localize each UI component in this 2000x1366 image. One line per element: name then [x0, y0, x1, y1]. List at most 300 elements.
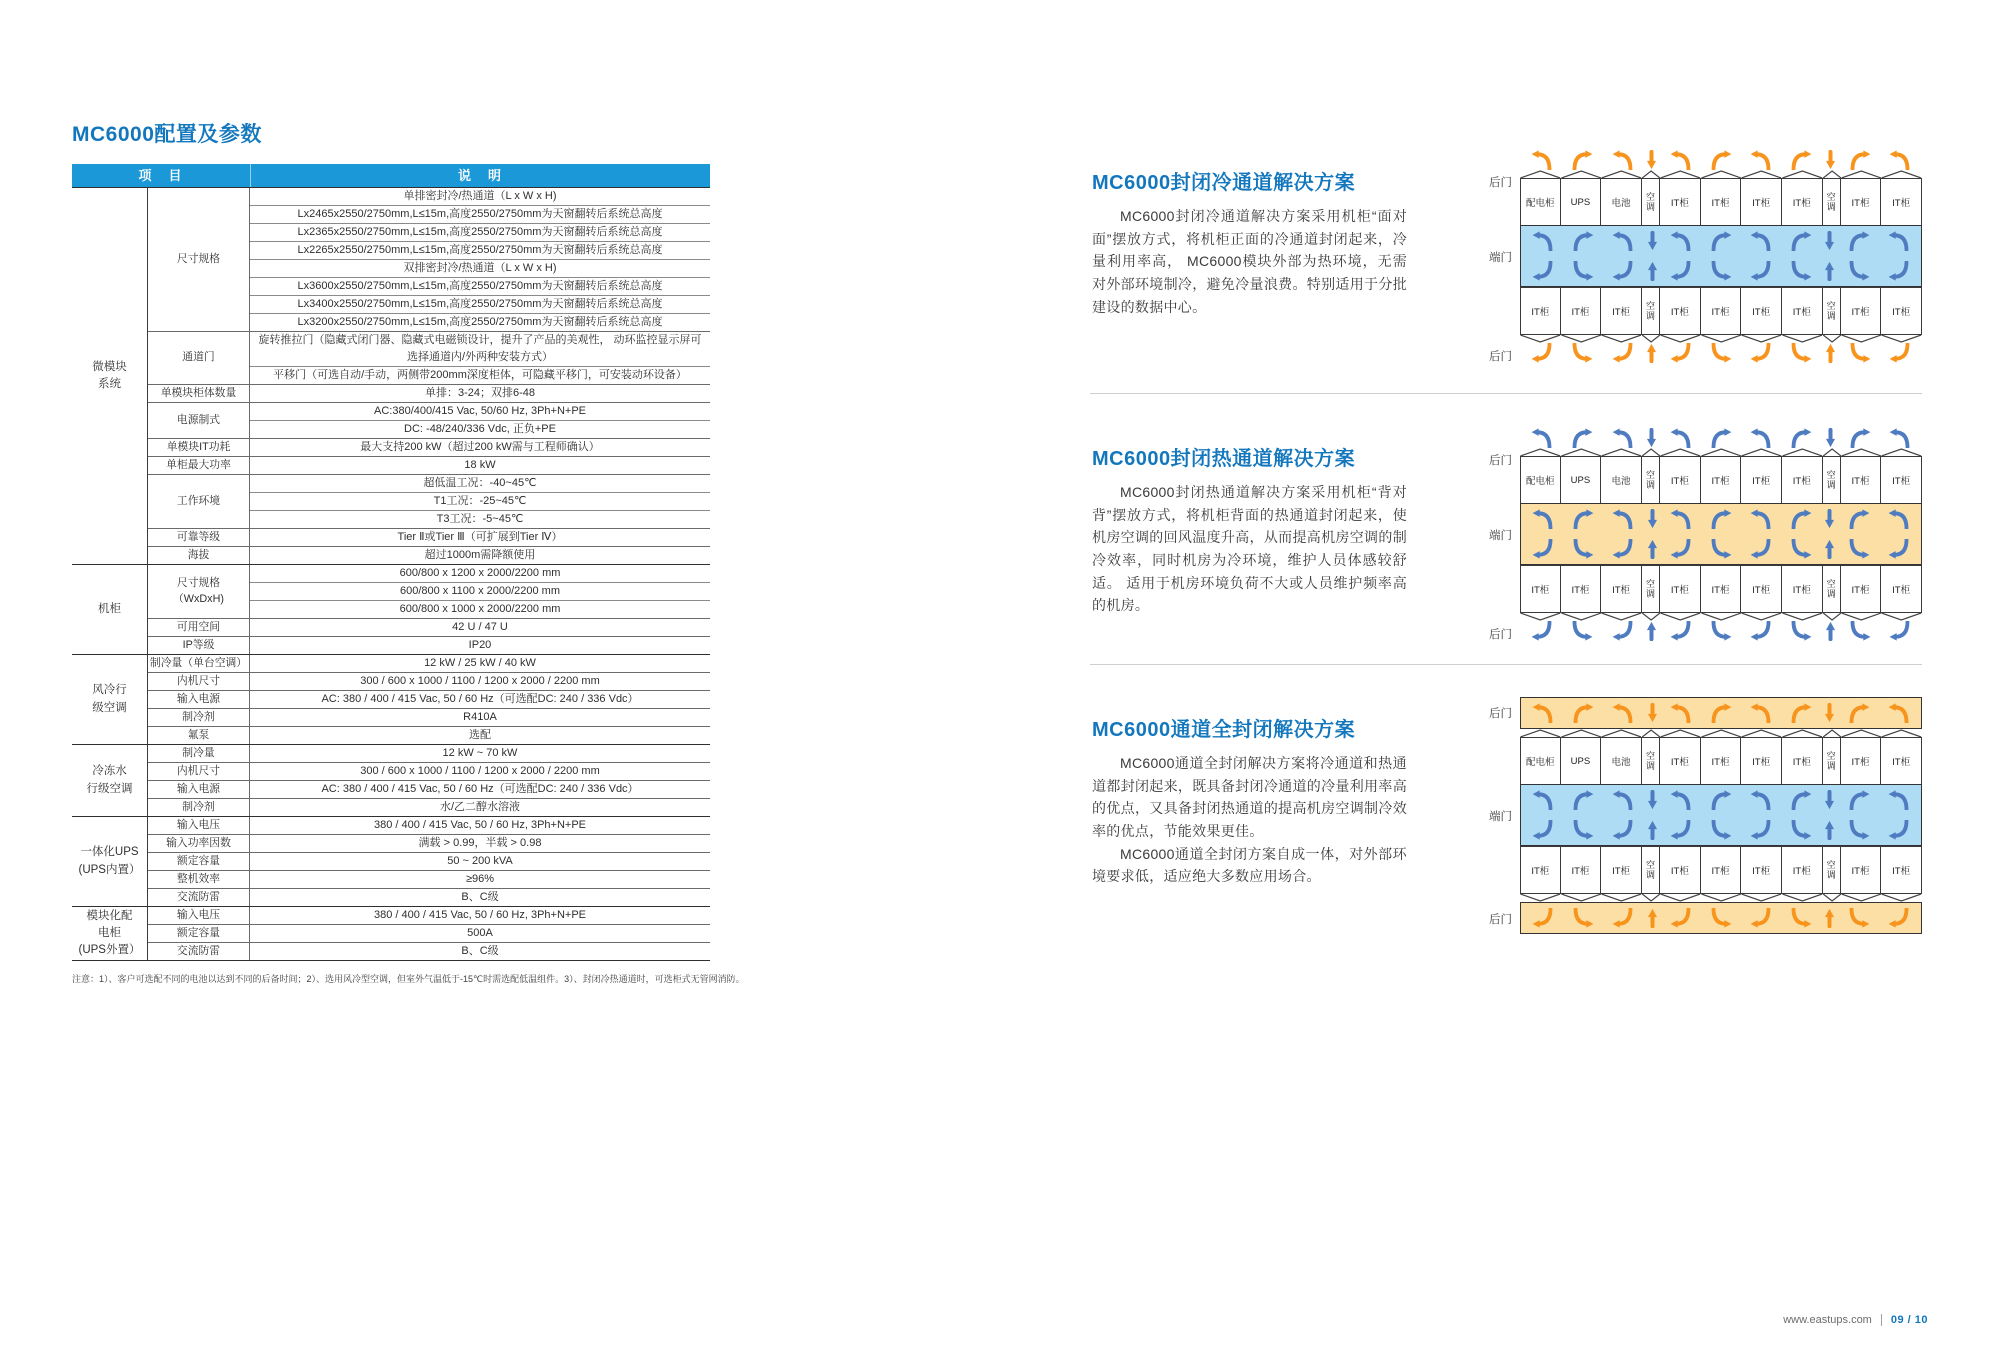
airflow-slot: [1603, 908, 1643, 928]
cabinet-label: 空调: [1825, 470, 1836, 490]
item-cell: 交流防雷: [148, 889, 250, 906]
airflow-curve-arrow-icon: [1848, 703, 1870, 723]
airflow-curve-arrow-icon: [1571, 343, 1593, 363]
airflow-slot: [1661, 621, 1701, 641]
airflow-curve-arrow-icon: [1790, 150, 1812, 170]
desc-line: T1工况：-25~45℃: [250, 492, 710, 510]
desc-cell: [250, 727, 710, 744]
cabinet-label: IT柜: [1892, 198, 1911, 209]
cabinet-roof: [1841, 613, 1882, 621]
section-text: [1092, 140, 1407, 318]
item-cell: 海拔: [148, 547, 250, 564]
airflow-slot: [1822, 428, 1840, 448]
airflow-curve-arrow-icon: [1532, 539, 1554, 559]
cabinet-label: IT柜: [1612, 585, 1631, 596]
airflow-curve-arrow-icon: [1531, 343, 1553, 363]
airflow-curve-arrow-icon: [1531, 150, 1553, 170]
cabinet-ac: [1823, 565, 1841, 621]
cabinet-roof: [1642, 448, 1660, 456]
cabinet-it: [1881, 287, 1922, 343]
airflow-curve-arrow-icon: [1889, 150, 1911, 170]
cabinet-box: [1840, 287, 1882, 335]
airflow-slot: [1821, 261, 1839, 281]
airflow-curve-arrow-icon: [1572, 703, 1594, 723]
cabinet-box: [1600, 178, 1642, 226]
cabinet-label: UPS: [1570, 196, 1591, 208]
cabinet-label: IT柜: [1711, 585, 1730, 596]
cabinet-box: [1700, 456, 1742, 504]
cabinet-box: [1700, 846, 1742, 894]
cabinet-it: [1701, 729, 1742, 785]
cabinet-box: [1700, 287, 1742, 335]
airflow-slot: [1522, 343, 1562, 363]
cabinet-label: IT柜: [1531, 585, 1550, 596]
airflow-curve-arrow-icon: [1888, 908, 1910, 928]
airflow-curve-arrow-icon: [1572, 539, 1594, 559]
cabinet-box: [1520, 846, 1561, 894]
airflow-slot: [1701, 820, 1741, 840]
airflow-slot: [1701, 703, 1741, 723]
cabinet-it: [1520, 287, 1561, 343]
table-row: [148, 655, 710, 672]
cabinet-box: [1659, 287, 1701, 335]
desc-cell: [250, 385, 710, 402]
item-cell: 内机尺寸: [148, 763, 250, 780]
airflow-curve-arrow-icon: [1670, 231, 1692, 251]
airflow-slot: [1661, 790, 1701, 810]
airflow-slot: [1879, 908, 1919, 928]
table-row: [148, 817, 710, 834]
airflow-slot: [1880, 343, 1920, 363]
exterior-airflow-bottom: [1520, 343, 1922, 371]
cabinet-roof: [1561, 729, 1602, 737]
cabinet-label: IT柜: [1711, 307, 1730, 318]
table-row: [148, 942, 710, 960]
airflow-straight-arrow-icon: [1825, 150, 1836, 170]
desc-cell: [250, 475, 710, 528]
airflow-slot: [1563, 509, 1603, 529]
cabinet-roof: [1660, 448, 1701, 456]
cabinet-roof: [1823, 170, 1841, 178]
airflow-curve-arrow-icon: [1572, 261, 1594, 281]
cabinet-box: [1659, 737, 1701, 785]
solution-section: [1090, 140, 1922, 393]
desc-cell: [250, 943, 710, 960]
airflow-slot: [1839, 703, 1879, 723]
cabinet-roof: [1823, 729, 1841, 737]
cabinet-roof: [1741, 729, 1782, 737]
cabinet-roof: [1601, 170, 1642, 178]
airflow-curve-arrow-icon: [1888, 703, 1910, 723]
cabinet-label: IT柜: [1711, 866, 1730, 877]
airflow-straight-arrow-icon: [1647, 790, 1658, 810]
cabinet-label: 空调: [1644, 301, 1655, 321]
airflow-slot: [1661, 428, 1701, 448]
door-label: 后门: [1489, 351, 1512, 363]
table-header: [72, 164, 710, 187]
cabinet-box: [1840, 456, 1882, 504]
airflow-curve-arrow-icon: [1750, 703, 1772, 723]
door-label-slot: [1474, 847, 1520, 903]
airflow-curve-arrow-icon: [1670, 150, 1692, 170]
cabinet-it: [1782, 448, 1823, 504]
airflow-straight-arrow-icon: [1647, 231, 1658, 251]
item-cell: 额定容量: [148, 853, 250, 870]
airflow-slot: [1741, 261, 1781, 281]
exterior-airflow-top: [1520, 142, 1922, 170]
cabinet-label: IT柜: [1792, 585, 1811, 596]
airflow-curve-arrow-icon: [1572, 231, 1594, 251]
airflow-curve-arrow-icon: [1670, 820, 1692, 840]
group-rows: [148, 907, 710, 960]
airflow-straight-arrow-icon: [1824, 703, 1835, 723]
airflow-curve-arrow-icon: [1790, 343, 1812, 363]
airflow-curve-arrow-icon: [1532, 231, 1554, 251]
airflow-straight-arrow-icon: [1825, 428, 1836, 448]
table-row: [148, 384, 710, 402]
cabinet-box: [1740, 846, 1782, 894]
door-labels: [1474, 420, 1520, 650]
cabinet-label: IT柜: [1752, 476, 1771, 487]
desc-line: Lx3600x2550/2750mm,L≤15m,高度2550/2750mm为天窗翻转后系统总高度: [250, 277, 710, 295]
cabinet-box: [1659, 565, 1701, 613]
cabinet-roof: [1660, 335, 1701, 343]
airflow-curve-arrow-icon: [1532, 509, 1554, 529]
airflow-slot: [1701, 621, 1741, 641]
airflow-slot: [1563, 820, 1603, 840]
cabinet-box: [1880, 178, 1922, 226]
cabinet-box: [1822, 846, 1841, 894]
cabinet-row: [1520, 846, 1922, 902]
cabinet-box: [1880, 287, 1922, 335]
door-label-slot: [1474, 622, 1520, 650]
cabinet-roof: [1642, 729, 1660, 737]
desc-cell: [250, 853, 710, 870]
cabinet-it: [1701, 170, 1742, 226]
cabinet-label: IT柜: [1711, 757, 1730, 768]
airflow-curve-arrow-icon: [1790, 509, 1812, 529]
cabinet-box: [1781, 846, 1823, 894]
table-row: [148, 618, 710, 636]
cabinet-it: [1881, 565, 1922, 621]
airflow-curve-arrow-icon: [1612, 231, 1634, 251]
table-row: [148, 456, 710, 474]
desc-cell: [250, 799, 710, 816]
table-group: [72, 744, 710, 816]
desc-cell: [250, 745, 710, 762]
cold-aisle: [1520, 225, 1922, 287]
cabinet-label: 配电柜: [1526, 198, 1555, 209]
cabinet-roof: [1642, 170, 1660, 178]
exterior-airflow-bottom: [1520, 621, 1922, 649]
cabinet-roof: [1881, 894, 1922, 902]
cabinet-it: [1841, 448, 1882, 504]
airflow-curve-arrow-icon: [1612, 539, 1634, 559]
airflow-slot: [1661, 261, 1701, 281]
airflow-slot: [1821, 820, 1839, 840]
airflow-curve-arrow-icon: [1848, 539, 1870, 559]
cabinet-roof: [1520, 170, 1561, 178]
section-paragraph: MC6000通道全封闭方案自成一体，对外部环境要求低，适应绝大多数应用场合。: [1092, 845, 1407, 885]
airflow-slot: [1822, 343, 1840, 363]
cabinet-label: IT柜: [1892, 585, 1911, 596]
cabinet-ac: [1642, 448, 1660, 504]
desc-cell: [250, 673, 710, 690]
cabinet-ac: [1823, 287, 1841, 343]
airflow-curve-arrow-icon: [1670, 428, 1692, 448]
group-rows: [148, 817, 710, 906]
door-label: 端门: [1489, 252, 1512, 264]
cabinet-label: IT柜: [1752, 198, 1771, 209]
airflow-slot: [1603, 703, 1643, 723]
cabinet-it: [1881, 448, 1922, 504]
airflow-slot: [1879, 261, 1919, 281]
cabinet-box: [1659, 456, 1701, 504]
airflow-straight-arrow-icon: [1646, 150, 1657, 170]
airflow-slot: [1741, 150, 1781, 170]
airflow-slot: [1701, 231, 1741, 251]
solution-section: [1090, 664, 1922, 970]
cabinet-label: UPS: [1570, 755, 1591, 767]
door-label-slot: [1474, 729, 1520, 785]
airflow-slot: [1643, 790, 1661, 810]
table-group: [72, 816, 710, 906]
cabinet-roof: [1561, 335, 1602, 343]
cabinet-box: [1781, 287, 1823, 335]
page-number: 09 / 10: [1890, 1314, 1928, 1326]
airflow-slot: [1880, 621, 1920, 641]
cabinet-ac: [1642, 565, 1660, 621]
airflow-curve-arrow-icon: [1532, 820, 1554, 840]
airflow-curve-arrow-icon: [1612, 790, 1634, 810]
desc-line: 单排：3-24；双排6-48: [424, 387, 536, 399]
cabinet-it: [1782, 170, 1823, 226]
cabinet-roof: [1601, 448, 1642, 456]
cabinet-label: IT柜: [1711, 198, 1730, 209]
cabinet-box: [1880, 846, 1922, 894]
diagram-body: [1520, 420, 1922, 650]
website-url: www.eastups.com: [1783, 1314, 1872, 1326]
group-rows: [148, 188, 710, 564]
airflow-straight-arrow-icon: [1825, 343, 1836, 363]
item-cell: 整机效率: [148, 871, 250, 888]
airflow-straight-arrow-icon: [1647, 820, 1658, 840]
desc-cell: [250, 188, 710, 331]
door-label-slot: [1474, 344, 1520, 372]
cabinet-roof: [1701, 335, 1742, 343]
group-rows: [148, 655, 710, 744]
airflow-straight-arrow-icon: [1825, 621, 1836, 641]
hot-channel-band: [1520, 902, 1922, 934]
table-body: [72, 187, 710, 961]
cabinet-row: [1520, 565, 1922, 621]
desc-line: 单排密封冷/热通道（L x W x H): [403, 190, 557, 202]
cabinet-roof: [1561, 894, 1602, 902]
cabinet-roof: [1642, 613, 1660, 621]
cabinet-box: [1659, 178, 1701, 226]
cabinet-label: IT柜: [1792, 198, 1811, 209]
cabinet-it: [1660, 448, 1701, 504]
airflow-slot: [1741, 908, 1781, 928]
airflow-curve-arrow-icon: [1670, 343, 1692, 363]
airflow-curve-arrow-icon: [1888, 509, 1910, 529]
airflow-curve-arrow-icon: [1750, 621, 1772, 641]
desc-cell: [250, 907, 710, 924]
airflow-curve-arrow-icon: [1790, 908, 1812, 928]
cabinet-roof: [1561, 448, 1602, 456]
desc-line: 380 / 400 / 415 Vac, 50 / 60 Hz, 3Ph+N+PE: [374, 909, 586, 921]
desc-line: Tier Ⅱ或Tier Ⅲ（可扩展到Tier Ⅳ）: [397, 531, 563, 543]
airflow-slot: [1562, 621, 1602, 641]
airflow-curve-arrow-icon: [1710, 820, 1732, 840]
cabinet-roof: [1520, 613, 1561, 621]
airflow-curve-arrow-icon: [1790, 539, 1812, 559]
cabinet-label: IT柜: [1670, 866, 1689, 877]
cabinet-roof: [1782, 448, 1823, 456]
airflow-slot: [1741, 539, 1781, 559]
desc-line: Lx3400x2550/2750mm,L≤15m,高度2550/2750mm为天窗翻转后系统总高度: [250, 295, 710, 313]
airflow-slot: [1781, 343, 1821, 363]
desc-line: 50 ~ 200 kVA: [447, 855, 513, 867]
airflow-slot: [1781, 790, 1821, 810]
airflow-curve-arrow-icon: [1750, 343, 1772, 363]
cabinet-roof: [1660, 170, 1701, 178]
airflow-slot: [1839, 261, 1879, 281]
airflow-slot: [1880, 428, 1920, 448]
cabinet-label: 空调: [1644, 751, 1655, 771]
cabinet-roof: [1841, 335, 1882, 343]
airflow-straight-arrow-icon: [1647, 703, 1658, 723]
exterior-airflow-top: [1520, 420, 1922, 448]
cabinet-it: [1660, 729, 1701, 785]
cabinet-label: IT柜: [1670, 307, 1689, 318]
airflow-slot: [1603, 790, 1643, 810]
aisle-airflow-upper: [1521, 226, 1921, 256]
cabinet-it: [1841, 287, 1882, 343]
airflow-slot: [1781, 428, 1821, 448]
airflow-slot: [1840, 428, 1880, 448]
table-row: [148, 870, 710, 888]
airflow-slot: [1781, 509, 1821, 529]
cabinet-label: IT柜: [1531, 866, 1550, 877]
cabinet-label: IT柜: [1531, 307, 1550, 318]
cabinet-it: [1741, 729, 1782, 785]
table-row: [148, 852, 710, 870]
group-label-cell: 微模块 系统: [72, 188, 148, 564]
section-text: [1092, 394, 1407, 617]
airflow-curve-arrow-icon: [1710, 231, 1732, 251]
airflow-curve-arrow-icon: [1888, 261, 1910, 281]
airflow-slot: [1879, 509, 1919, 529]
airflow-curve-arrow-icon: [1889, 428, 1911, 448]
cabinet-label: IT柜: [1851, 198, 1870, 209]
cabinet-roof: [1881, 448, 1922, 456]
airflow-slot: [1603, 261, 1643, 281]
cabinet-box: [1560, 737, 1602, 785]
table-row: [148, 438, 710, 456]
door-label: 后门: [1489, 914, 1512, 926]
section-paragraph: MC6000通道全封闭解决方案将冷通道和热通道都封闭起来，既具备封闭冷通道的冷量利用率高的优点，又具备封闭热通道的提高机房空调制冷效率的优点，节能效果更佳。: [1092, 755, 1407, 840]
cabinet-roof: [1741, 613, 1782, 621]
cabinet-box: [1740, 456, 1782, 504]
airflow-slot: [1523, 509, 1563, 529]
cabinet-label: IT柜: [1571, 307, 1590, 318]
airflow-slot: [1603, 820, 1643, 840]
airflow-slot: [1522, 621, 1562, 641]
airflow-curve-arrow-icon: [1848, 908, 1870, 928]
section-heading: MC6000封闭冷通道解决方案: [1092, 172, 1356, 194]
cabinet-box: [1781, 178, 1823, 226]
cabinet-roof: [1601, 335, 1642, 343]
airflow-straight-arrow-icon: [1824, 539, 1835, 559]
item-cell: 尺寸规格 （WxDxH): [148, 565, 250, 618]
cabinet-it: [1741, 287, 1782, 343]
door-label: 后门: [1489, 708, 1512, 720]
containment-diagram: [1474, 142, 1922, 372]
cabinet-box: [1641, 846, 1660, 894]
airflow-slot: [1563, 261, 1603, 281]
airflow-slot: [1643, 343, 1661, 363]
airflow-slot: [1822, 150, 1840, 170]
cabinet-battery: [1601, 729, 1642, 785]
airflow-curve-arrow-icon: [1790, 261, 1812, 281]
airflow-slot: [1840, 343, 1880, 363]
cabinet-roof: [1601, 613, 1642, 621]
airflow-curve-arrow-icon: [1572, 509, 1594, 529]
cabinet-roof: [1741, 170, 1782, 178]
cabinet-label: 空调: [1825, 579, 1836, 599]
desc-line: R410A: [463, 711, 497, 723]
cabinet-label: IT柜: [1851, 757, 1870, 768]
airflow-slot: [1879, 703, 1919, 723]
airflow-slot: [1839, 539, 1879, 559]
cabinet-box: [1520, 456, 1561, 504]
desc-cell: [250, 889, 710, 906]
cabinet-box: [1520, 178, 1561, 226]
airflow-slot: [1701, 150, 1741, 170]
desc-cell: [250, 439, 710, 456]
section-text: [1092, 665, 1407, 888]
airflow-curve-arrow-icon: [1710, 343, 1732, 363]
page-footer: [1783, 1314, 1928, 1326]
cabinet-roof: [1841, 894, 1882, 902]
airflow-slot: [1879, 539, 1919, 559]
cabinet-it: [1601, 846, 1642, 902]
cabinet-it: [1741, 565, 1782, 621]
cabinet-label: IT柜: [1752, 757, 1771, 768]
cabinet-box: [1700, 737, 1742, 785]
cabinet-it: [1520, 565, 1561, 621]
airflow-curve-arrow-icon: [1750, 231, 1772, 251]
cabinet-label: IT柜: [1792, 476, 1811, 487]
section-heading: MC6000通道全封闭解决方案: [1092, 719, 1356, 741]
door-label-slot: [1474, 170, 1520, 226]
cabinet-roof: [1701, 729, 1742, 737]
aisle-airflow-lower: [1521, 256, 1921, 286]
door-label: 后门: [1489, 455, 1512, 467]
airflow-curve-arrow-icon: [1710, 908, 1732, 928]
airflow-curve-arrow-icon: [1612, 509, 1634, 529]
airflow-curve-arrow-icon: [1532, 261, 1554, 281]
airflow-slot: [1822, 621, 1840, 641]
airflow-straight-arrow-icon: [1824, 509, 1835, 529]
cabinet-box: [1700, 565, 1742, 613]
cabinet-power-distribution: [1520, 170, 1561, 226]
airflow-slot: [1661, 509, 1701, 529]
item-cell: IP等级: [148, 637, 250, 654]
airflow-curve-arrow-icon: [1849, 150, 1871, 170]
cabinet-roof: [1881, 335, 1922, 343]
